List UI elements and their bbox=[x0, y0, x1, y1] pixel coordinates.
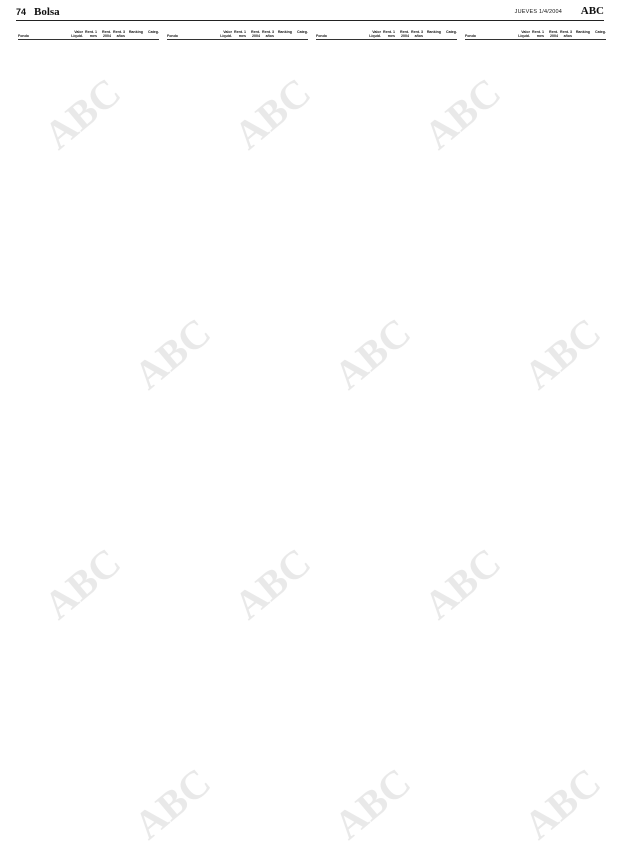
watermark: ABC bbox=[325, 309, 420, 398]
watermark: ABC bbox=[515, 759, 610, 848]
watermark: ABC bbox=[35, 69, 130, 158]
column-header bbox=[18, 30, 159, 40]
watermark: ABC bbox=[415, 69, 510, 158]
fund-column-1 bbox=[18, 30, 159, 846]
column-header-label: Valor Liquid. bbox=[71, 30, 83, 39]
column-header-label: Categ. bbox=[148, 30, 159, 34]
column-header-label: Rent. 3 años bbox=[262, 30, 274, 39]
column-header-label: Rent. 3 años bbox=[113, 30, 125, 39]
column-header-label: Ranking bbox=[426, 30, 441, 34]
column-header bbox=[167, 30, 308, 40]
column-header-label: Ranking bbox=[575, 30, 590, 34]
column-header-label: Rent. 3 años bbox=[411, 30, 423, 39]
column-header-label: Ranking bbox=[277, 30, 292, 34]
column-header-label: Rent. 2004 bbox=[102, 30, 111, 39]
column-header-label: Rent. 2004 bbox=[549, 30, 558, 39]
watermark: ABC bbox=[515, 309, 610, 398]
column-header-label: Rent. 1 mes bbox=[383, 30, 395, 39]
column-header bbox=[465, 30, 606, 40]
page-number: 74 bbox=[16, 7, 27, 17]
watermark: ABC bbox=[125, 309, 220, 398]
column-header-label: Rent. 1 mes bbox=[234, 30, 246, 39]
column-header-label: Categ. bbox=[446, 30, 457, 34]
brand-logo: ABC bbox=[580, 5, 604, 17]
column-header-label: Rent. 3 años bbox=[560, 30, 572, 39]
watermark: ABC bbox=[35, 539, 130, 628]
column-header-label: Rent. 1 mes bbox=[85, 30, 97, 39]
column-header-label: Valor Liquid. bbox=[518, 30, 530, 39]
watermark: ABC bbox=[415, 539, 510, 628]
column-header-label: Rent. 1 mes bbox=[532, 30, 544, 39]
fund-column-2 bbox=[167, 30, 308, 846]
column-header-label: Ranking bbox=[128, 30, 143, 34]
column-header-label: Valor Liquid. bbox=[220, 30, 232, 39]
fund-column-4 bbox=[465, 30, 606, 846]
column-header-label: Valor Liquid. bbox=[369, 30, 381, 39]
column-header-label: Fondo bbox=[316, 34, 327, 39]
issue-date: JUEVES 1/4/2004 bbox=[514, 9, 562, 15]
column-header bbox=[316, 30, 457, 40]
column-header-label: Fondo bbox=[465, 34, 476, 39]
column-header-label: Categ. bbox=[595, 30, 606, 34]
column-header-label: Rent. 2004 bbox=[251, 30, 260, 39]
fund-table-columns bbox=[18, 30, 606, 846]
column-header-label: Rent. 2004 bbox=[400, 30, 409, 39]
section-title: Bolsa bbox=[34, 6, 60, 18]
column-header-label: Fondo bbox=[18, 34, 29, 39]
column-header-label: Fondo bbox=[167, 34, 178, 39]
watermark: ABC bbox=[125, 759, 220, 848]
watermark: ABC bbox=[325, 759, 420, 848]
page-header bbox=[16, 6, 604, 21]
watermark: ABC bbox=[225, 539, 320, 628]
watermark: ABC bbox=[225, 69, 320, 158]
column-header-label: Categ. bbox=[297, 30, 308, 34]
fund-column-3 bbox=[316, 30, 457, 846]
